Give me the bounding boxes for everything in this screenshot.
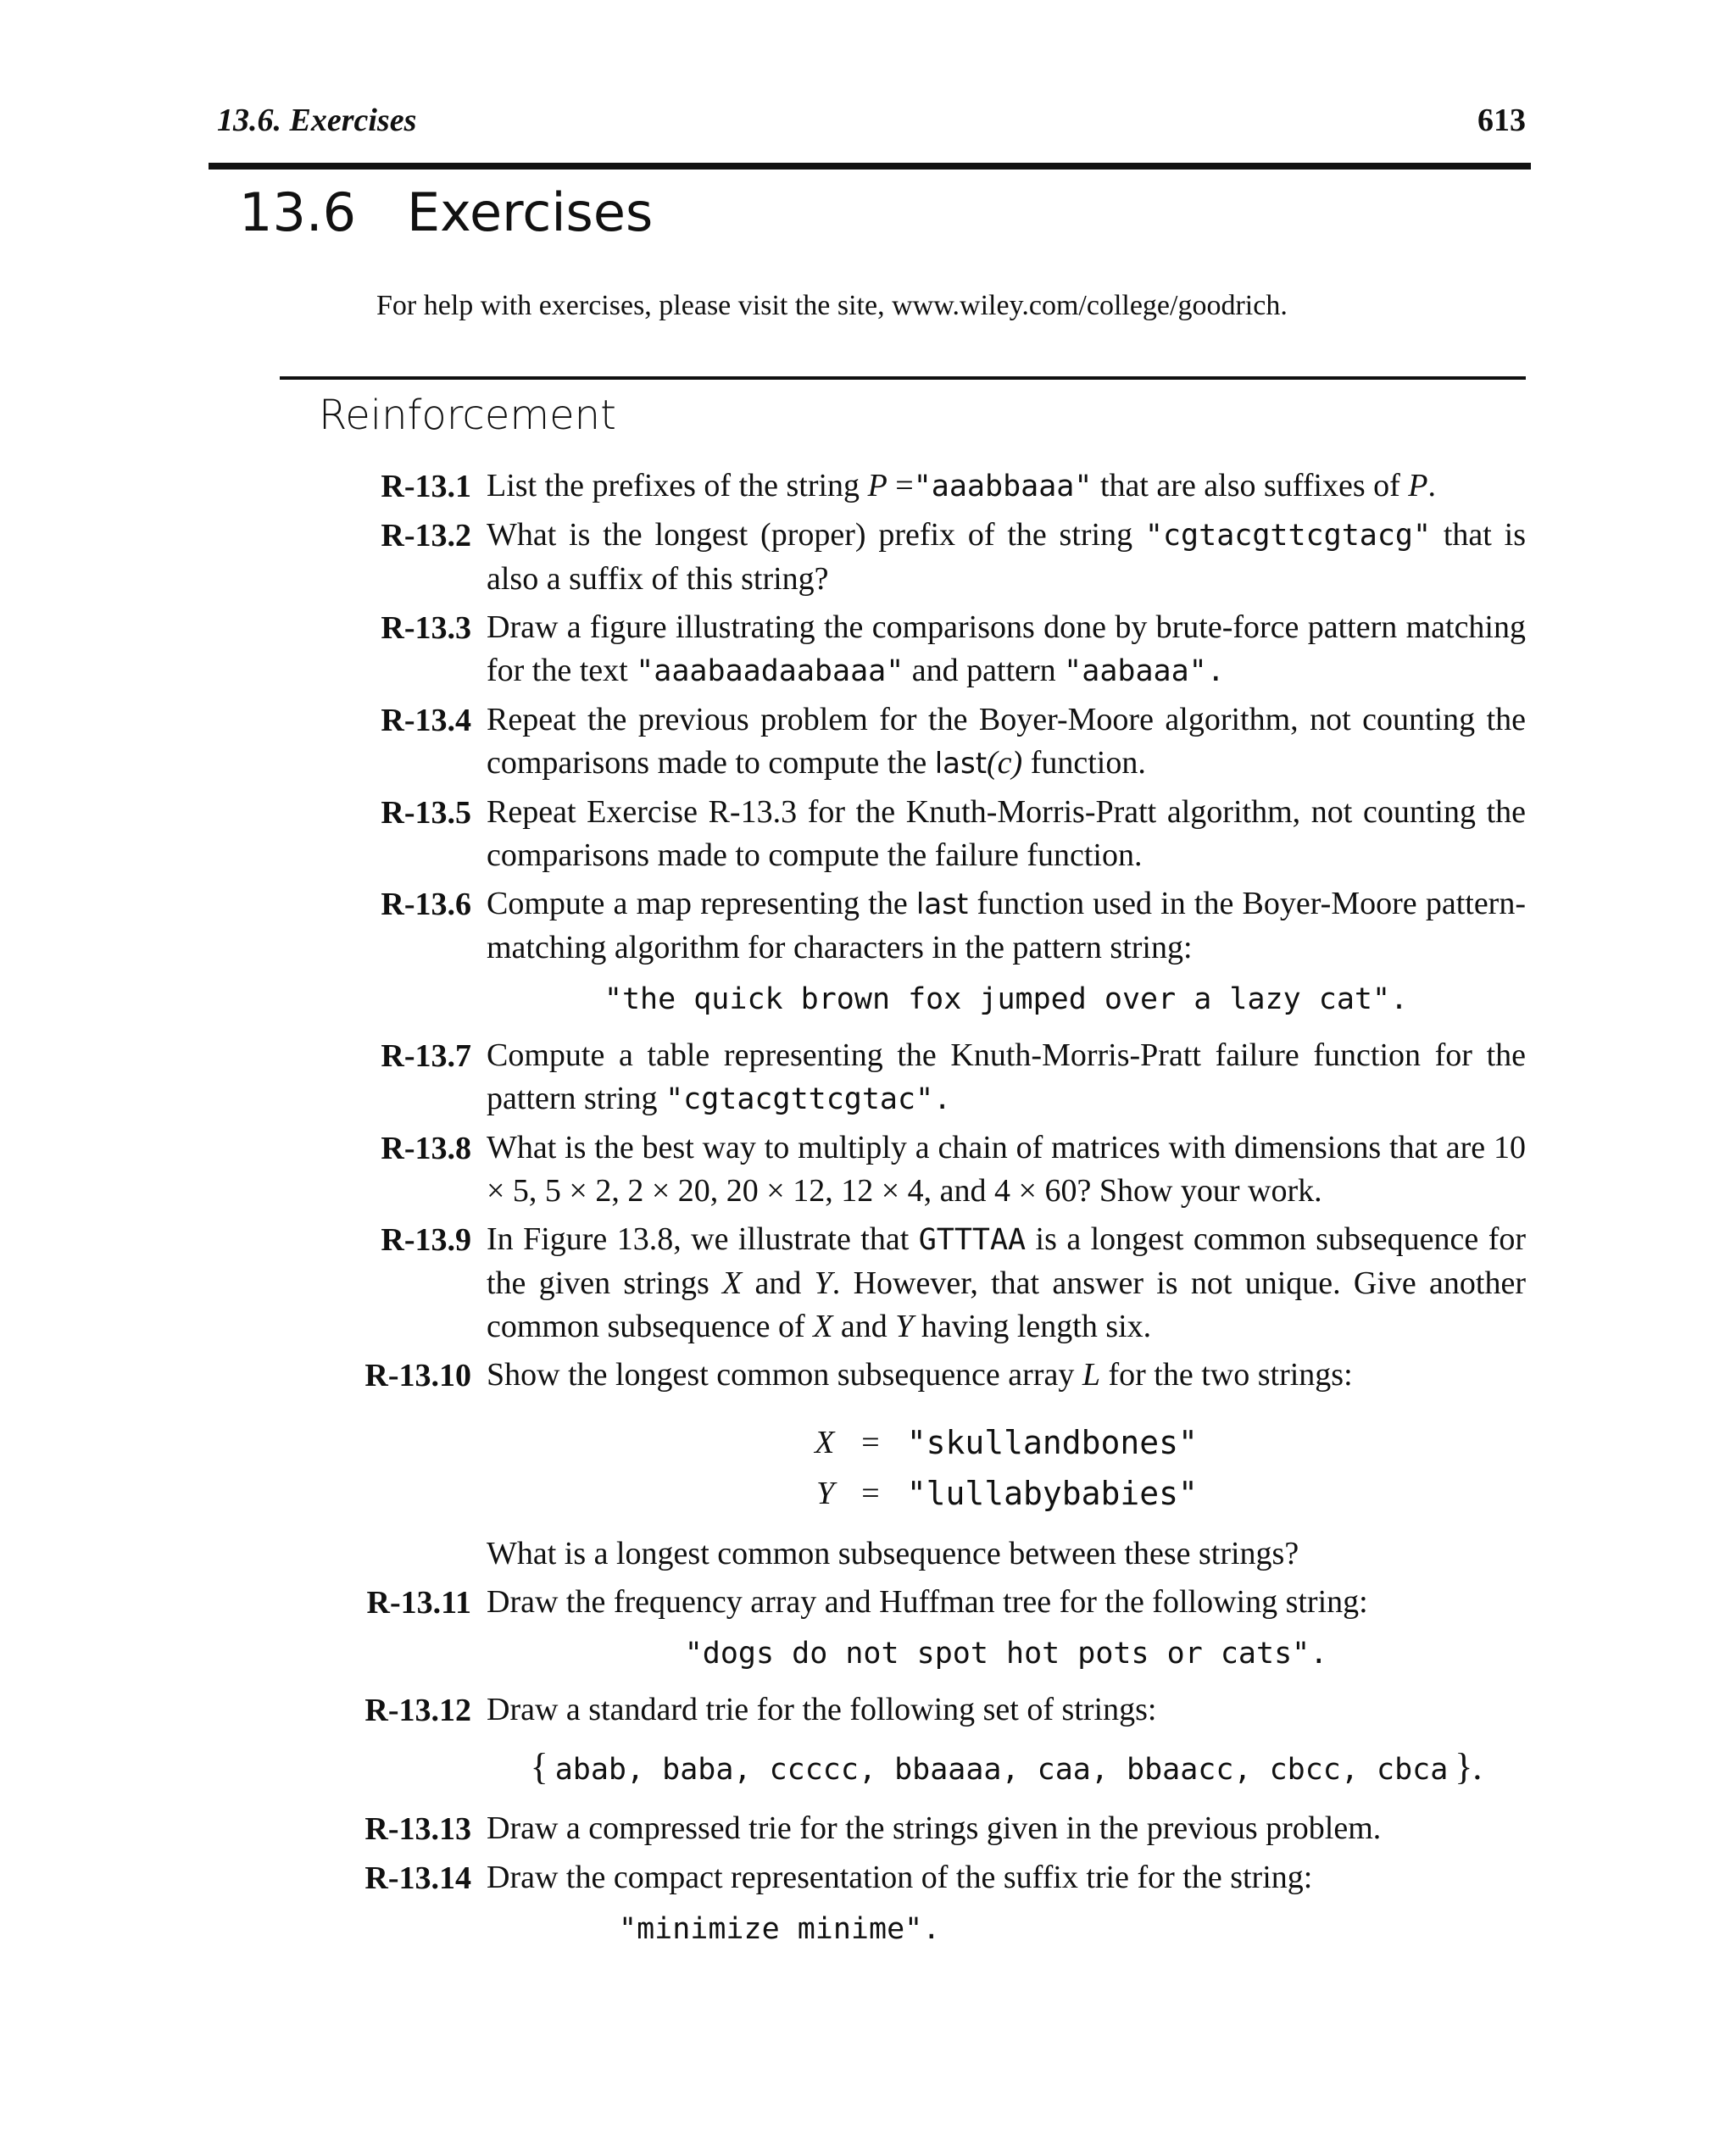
exercise-r-13-4	[363, 698, 1526, 786]
text-run: that are also suffixes of	[1092, 468, 1409, 503]
math-variable: X	[815, 1425, 835, 1460]
exercise-text	[487, 1581, 1526, 1683]
subsection-title: Reinforcement	[319, 392, 616, 439]
exercise-paragraph: Draw the compact representation of the suffix trie for the string:	[487, 1860, 1313, 1895]
page-number: 613	[1477, 103, 1526, 138]
math-variable: Y	[816, 1476, 835, 1511]
code-string: "cgtacgttcgtacg"	[1144, 519, 1432, 553]
code-string: GTTTAA	[918, 1223, 1027, 1257]
exercise-text	[487, 698, 1526, 786]
text-run: that is also a suffix of this string?	[487, 517, 1526, 597]
text-run: Repeat the previous problem for the Boyer-Moore algorithm, not counting the comparisons made to compute the	[487, 702, 1526, 781]
code-string: "aaabaadaabaaa"	[636, 654, 904, 688]
equation-array	[801, 1417, 1211, 1519]
equals-sign: =	[861, 1476, 880, 1511]
exercise-r-13-12	[363, 1688, 1526, 1802]
section-title: Exercises	[407, 181, 654, 243]
exercise-paragraph: Draw a standard trie for the following set of strings:	[487, 1692, 1157, 1727]
code-string: "aabaaa"	[1064, 654, 1207, 688]
exercise-label: R-13.2	[381, 518, 471, 553]
exercise-label: R-13.1	[381, 469, 471, 504]
exercise-r-13-14	[363, 1856, 1526, 1959]
running-head	[217, 95, 1526, 146]
code-string: "cgtacgttcgtac"	[665, 1082, 934, 1116]
exercise-paragraph: Draw the frequency array and Huffman tree for the following string:	[487, 1584, 1368, 1620]
exercise-text	[487, 1354, 1526, 1576]
text-run: Draw a figure illustrating the comparisons done by brute-force pattern matching for the text	[487, 609, 1526, 688]
exercise-text	[487, 1034, 1526, 1121]
equation-row	[801, 1468, 1211, 1519]
math-variable: X	[813, 1309, 833, 1344]
function-name: last	[934, 747, 988, 781]
text-run: What is the longest (proper) prefix of the string	[487, 517, 1145, 553]
exercise-label: R-13.12	[364, 1693, 471, 1728]
text-run: having length six.	[913, 1309, 1152, 1344]
text-run: Show the longest common subsequence array	[487, 1357, 1082, 1393]
text-run: .	[933, 1082, 952, 1116]
exercise-label: R-13.9	[381, 1222, 471, 1258]
exercise-label: R-13.7	[381, 1038, 471, 1074]
code-string: "skullandbones"	[906, 1424, 1198, 1461]
string-set	[487, 1743, 1526, 1793]
text-run: and	[832, 1309, 896, 1344]
exercise-label: R-13.3	[381, 610, 471, 646]
exercise-r-13-11	[363, 1581, 1526, 1683]
exercise-r-13-7	[363, 1034, 1526, 1121]
text-run: function used in the Boyer-Moore pattern-matching algorithm for characters in the pattern string:	[487, 886, 1526, 965]
exercise-paragraph	[487, 1354, 1526, 1397]
text-run: .	[1206, 654, 1225, 688]
equals-sign: =	[861, 1425, 880, 1460]
exercise-text	[487, 1218, 1526, 1349]
text-run: List the prefixes of the string	[487, 468, 868, 503]
exercise-text	[487, 1856, 1526, 1959]
exercise-paragraph: What is a longest common subsequence between these strings?	[487, 1536, 1299, 1571]
exercise-r-13-2	[363, 514, 1526, 601]
exercise-text	[487, 514, 1526, 601]
exercise-text: Repeat Exercise R-13.3 for the Knuth-Morris-Pratt algorithm, not counting the comparisons made to compute the failure function.	[487, 794, 1526, 873]
text-run: and pattern	[904, 653, 1065, 688]
exercise-text	[487, 882, 1526, 1029]
function-name: last	[915, 887, 969, 921]
text-run: In Figure 13.8, we illustrate that	[487, 1221, 919, 1257]
text-run: is a longest common subsequence for the given strings	[487, 1221, 1526, 1301]
exercise-text	[487, 606, 1526, 693]
exercise-r-13-5	[363, 791, 1526, 877]
exercise-label: R-13.5	[381, 795, 471, 831]
exercise-r-13-9	[363, 1218, 1526, 1349]
exercise-text: What is the best way to multiply a chain of matrices with dimensions that are 10 × 5, 5 × 2, 2 × 20, 20 × 12, 12 × 4, and 4 × 60? Show your work.	[487, 1130, 1526, 1209]
exercise-label: R-13.8	[381, 1131, 471, 1166]
brace-open: {	[530, 1746, 548, 1788]
math-variable: Y	[814, 1265, 832, 1301]
math-variable: Y	[895, 1309, 914, 1344]
display-string: "dogs do not spot hot pots or cats".	[684, 1637, 1328, 1671]
exercise-r-13-13	[363, 1807, 1526, 1851]
math-variable: (c)	[987, 745, 1023, 781]
math-variable: P	[867, 468, 887, 503]
text-run: function.	[1022, 745, 1146, 781]
code-string: "aaabbaaa"	[913, 470, 1093, 503]
text-run: Compute a table representing the Knuth-Morris-Pratt failure function for the pattern string	[487, 1037, 1526, 1116]
math-variable: X	[722, 1265, 743, 1301]
equation-row	[801, 1417, 1211, 1468]
header-rule	[209, 163, 1531, 170]
section-heading	[239, 181, 653, 243]
exercise-r-13-1	[363, 464, 1526, 509]
exercise-label: R-13.13	[364, 1811, 471, 1847]
set-items: abab, baba, ccccc, bbaaaa, caa, bbaacc, cbcc, cbca	[554, 1753, 1449, 1787]
exercise-r-13-10	[363, 1354, 1526, 1576]
exercise-label: R-13.4	[381, 703, 471, 738]
exercise-text: Draw a compressed trie for the strings given in the previous problem.	[487, 1810, 1382, 1846]
exercise-text	[487, 464, 1526, 509]
exercise-paragraph	[487, 882, 1526, 970]
exercise-r-13-6	[363, 882, 1526, 1029]
exercise-label: R-13.10	[364, 1358, 471, 1393]
exercise-label: R-13.11	[366, 1585, 471, 1621]
text-run: Compute a map representing the	[487, 886, 916, 921]
exercise-r-13-8	[363, 1126, 1526, 1213]
text-run: =	[887, 468, 914, 503]
math-variable: P	[1408, 468, 1428, 503]
exercise-text	[487, 1688, 1526, 1802]
help-note: For help with exercises, please visit the site, www.wiley.com/college/goodrich.	[376, 290, 1288, 321]
exercise-list	[363, 464, 1526, 1964]
subsection-rule	[280, 376, 1526, 380]
text-run: for the two strings:	[1099, 1357, 1353, 1393]
text-run: and	[742, 1265, 815, 1301]
section-number: 13.6	[239, 181, 357, 243]
math-variable: L	[1082, 1357, 1100, 1393]
exercise-r-13-3	[363, 606, 1526, 693]
code-string: "lullabybabies"	[906, 1475, 1198, 1512]
exercise-label: R-13.14	[364, 1860, 471, 1896]
text-run: .	[1427, 468, 1437, 503]
display-string: "the quick brown fox jumped over a lazy cat".	[604, 982, 1409, 1016]
display-string: "minimize minime".	[619, 1912, 941, 1946]
text-run: . However, that answer is not unique. Give another common subsequence of	[487, 1265, 1526, 1344]
brace-close: }.	[1455, 1746, 1483, 1788]
running-head-section: 13.6. Exercises	[217, 103, 417, 138]
exercise-label: R-13.6	[381, 887, 471, 922]
